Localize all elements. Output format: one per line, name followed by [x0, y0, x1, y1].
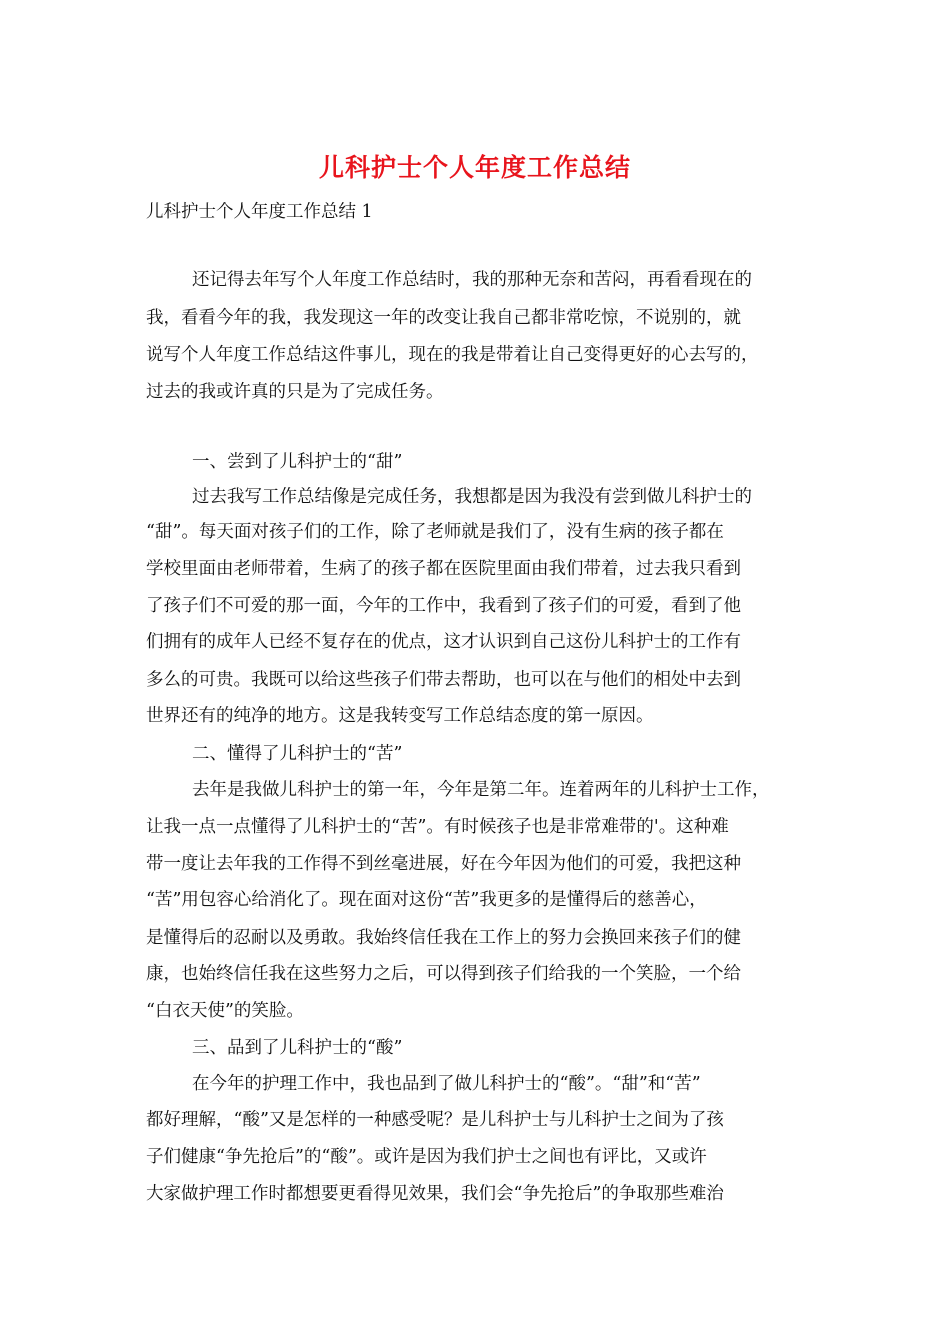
paragraph-line: 们拥有的成年人已经不复存在的优点，这才认识到自己这份儿科护士的工作有 [146, 632, 741, 652]
paragraph-line: 大家做护理工作时都想要更看得见效果，我们会“争先抢后”的争取那些难治 [146, 1184, 724, 1204]
paragraph-line: 过去的我或许真的只是为了完成任务。 [146, 382, 444, 402]
paragraph-line: 都好理解，“酸”又是怎样的一种感受呢？是儿科护士与儿科护士之间为了孩 [146, 1110, 724, 1130]
paragraph-line: 多么的可贵。我既可以给这些孩子们带去帮助，也可以在与他们的相处中去到 [146, 670, 741, 690]
paragraph-line: 去年是我做儿科护士的第一年，今年是第二年。连着两年的儿科护士工作， [192, 780, 770, 800]
paragraph-line: 在今年的护理工作中，我也品到了做儿科护士的“酸”。“甜”和“苦” [192, 1074, 701, 1094]
paragraph-line: 让我一点一点懂得了儿科护士的“苦”。有时候孩子也是非常难带的'。这种难 [146, 817, 729, 837]
paragraph-line: “甜”。每天面对孩子们的工作，除了老师就是我们了，没有生病的孩子都在 [146, 522, 724, 542]
paragraph-line: 世界还有的纯净的地方。这是我转变写工作总结态度的第一原因。 [146, 706, 654, 726]
paragraph-line: 子们健康“争先抢后”的“酸”。或许是因为我们护士之间也有评比，又或许 [146, 1147, 707, 1167]
document-title: 儿科护士个人年度工作总结 [318, 153, 631, 182]
paragraph-line: “白衣天使”的笑脸。 [146, 1001, 304, 1021]
paragraph-line: “苦”用包容心给消化了。现在面对这份“苦”我更多的是懂得后的慈善心， [146, 890, 707, 910]
section-heading: 一、尝到了儿科护士的“甜” [192, 452, 403, 472]
paragraph-line: 带一度让去年我的工作得不到丝毫进展，好在今年因为他们的可爱，我把这种 [146, 854, 741, 874]
document-subtitle: 儿科护士个人年度工作总结 1 [146, 202, 373, 222]
paragraph-line: 我，看看今年的我，我发现这一年的改变让我自己都非常吃惊，不说别的，就 [146, 308, 741, 328]
paragraph-line: 康，也始终信任我在这些努力之后，可以得到孩子们给我的一个笑脸，一个给 [146, 964, 741, 984]
paragraph-line: 了孩子们不可爱的那一面，今年的工作中，我看到了孩子们的可爱，看到了他 [146, 596, 741, 616]
section-heading: 三、品到了儿科护士的“酸” [192, 1038, 403, 1058]
paragraph-line: 过去我写工作总结像是完成任务，我想都是因为我没有尝到做儿科护士的 [192, 487, 752, 507]
paragraph-line: 还记得去年写个人年度工作总结时，我的那种无奈和苦闷，再看看现在的 [192, 270, 752, 290]
paragraph-line: 说写个人年度工作总结这件事儿，现在的我是带着让自己变得更好的心去写的， [146, 345, 759, 365]
section-heading: 二、懂得了儿科护士的“苦” [192, 744, 403, 764]
paragraph-line: 是懂得后的忍耐以及勇敢。我始终信任我在工作上的努力会换回来孩子们的健 [146, 928, 741, 948]
paragraph-line: 学校里面由老师带着，生病了的孩子都在医院里面由我们带着，过去我只看到 [146, 559, 741, 579]
